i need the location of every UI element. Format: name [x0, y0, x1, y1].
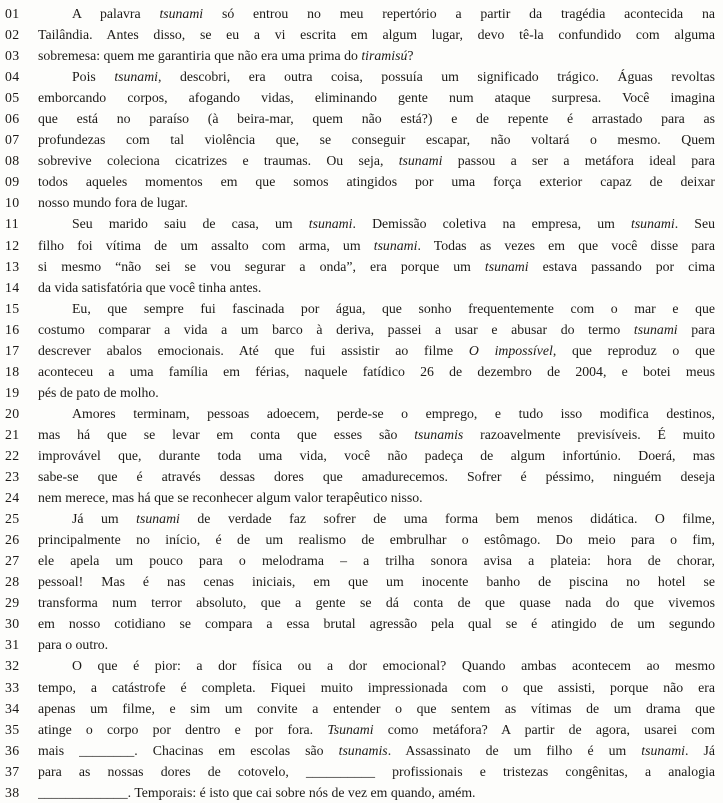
- line-number: 02: [5, 27, 20, 43]
- text-line: [0, 171, 723, 192]
- italic-term: tsunami: [308, 216, 353, 232]
- line-number: 38: [5, 784, 20, 800]
- text-line: [0, 782, 723, 803]
- text-segment: sobrevive coleciona cicatrizes e traumas. Ou seja,: [38, 153, 399, 169]
- line-number: 35: [5, 721, 20, 737]
- italic-term: Tsunami: [327, 721, 374, 737]
- text-line: [0, 66, 723, 87]
- text-segment: sabe-se que é através dessas dores que amadurecemos. Sofrer é péssimo, ninguém deseja: [38, 469, 715, 485]
- text-line: [0, 192, 723, 213]
- text-line: [0, 340, 723, 361]
- text-segment: para as nossas dores de cotovelo, __________ profissionais e tristezas congênitas, a analogia: [38, 763, 715, 779]
- line-number: 21: [5, 426, 20, 442]
- line-number: 32: [5, 658, 20, 674]
- text-segment: descrever abalos emocionais. Até que fui assistir ao filme: [38, 342, 469, 358]
- line-number: 28: [5, 574, 20, 590]
- text-segment: nem merece, mas há que se reconhecer algum valor terapêutico nisso.: [38, 490, 423, 506]
- text-segment: , que reproduz o que: [552, 342, 715, 358]
- line-text: [38, 761, 723, 782]
- line-text: [38, 213, 723, 234]
- line-text: [38, 592, 723, 613]
- text-segment: ?: [407, 48, 414, 64]
- line-number: 04: [5, 69, 20, 85]
- text-segment: que está no paraíso (à beira-mar, quem não está?) e de repente é arrastado para as: [38, 111, 715, 127]
- text-segment: O que é pior: a dor física ou a dor emocional? Quando ambas acontecem ao mesmo: [72, 658, 715, 674]
- line-text: [38, 87, 723, 108]
- line-number: 03: [5, 48, 20, 64]
- text-segment: Pois: [72, 69, 115, 85]
- text-line: [0, 487, 723, 508]
- line-number: 01: [5, 6, 20, 21]
- line-number: 17: [5, 342, 20, 358]
- line-text: [38, 403, 723, 424]
- text-line: [0, 740, 723, 761]
- text-segment: A palavra: [72, 6, 160, 21]
- italic-term: tsunami: [633, 321, 678, 337]
- line-text: [38, 508, 723, 529]
- line-number: 24: [5, 490, 20, 506]
- text-line: [0, 213, 723, 234]
- text-segment: . Assassinato de um filho é um: [387, 742, 642, 758]
- text-segment: Amores terminam, pessoas adoecem, perde-se o emprego, e tudo isso modifica destinos,: [72, 405, 715, 421]
- line-text: [38, 719, 723, 740]
- line-number: 36: [5, 742, 20, 758]
- line-number: 19: [5, 384, 20, 400]
- line-text: [38, 487, 723, 508]
- italic-term: tsunamis: [414, 426, 464, 442]
- text-segment: aconteceu a uma família em férias, naquele fatídico 26 de dezembro de 2004, e botei meus: [38, 363, 715, 379]
- text-line: [0, 571, 723, 592]
- line-text: [38, 340, 723, 361]
- text-line: [0, 529, 723, 550]
- text-segment: improvável que, durante toda uma vida, você não padeça de algum infortúnio. Doerá, mas: [38, 447, 715, 463]
- italic-term: tsunamis: [338, 742, 388, 758]
- text-segment: sobremesa: quem me garantiria que não era uma prima do: [38, 48, 362, 64]
- text-segment: nosso mundo fora de lugar.: [38, 195, 188, 211]
- text-line: [0, 592, 723, 613]
- text-line: [0, 150, 723, 171]
- line-number: 22: [5, 447, 20, 463]
- line-number: 06: [5, 111, 20, 127]
- text-line: [0, 87, 723, 108]
- text-line: [0, 655, 723, 676]
- italic-term: tsunami: [114, 69, 159, 85]
- line-number: 12: [5, 237, 20, 253]
- line-text: [38, 550, 723, 571]
- text-segment: apenas um filme, e sim um convite a entender o que sentem as vítimas de um drama que: [38, 700, 715, 716]
- line-text: [38, 150, 723, 171]
- line-text: [38, 529, 723, 550]
- line-number: 27: [5, 553, 20, 569]
- text-line: [0, 277, 723, 298]
- text-segment: mas há que se levar em conta que esses são: [38, 426, 415, 442]
- line-text: [38, 424, 723, 445]
- text-line: [0, 761, 723, 782]
- line-text: [38, 256, 723, 277]
- line-text: [38, 108, 723, 129]
- text-segment: Tailândia. Antes disso, se eu a vi escrita em algum lugar, devo tê-la confundido com alguma: [38, 27, 715, 43]
- italic-term: tsunami: [630, 216, 675, 232]
- text-segment: costumo comparar a vida a um barco à deriva, passei a usar e abusar do termo: [38, 321, 634, 337]
- text-segment: transforma num terror absoluto, que a gente se dá conta de que quase nada do que vivemos: [38, 595, 715, 611]
- text-segment: , descobri, era outra coisa, possuía um significado trágico. Águas revoltas: [158, 69, 715, 85]
- line-text: [38, 655, 723, 676]
- text-line: [0, 508, 723, 529]
- line-number: 15: [5, 300, 20, 316]
- text-line: [0, 361, 723, 382]
- line-text: [38, 677, 723, 698]
- text-segment: mais ________. Chacinas em escolas são: [38, 742, 339, 758]
- line-number: 18: [5, 363, 20, 379]
- text-passage: [0, 3, 723, 803]
- line-text: [38, 382, 723, 403]
- line-number: 08: [5, 153, 20, 169]
- line-number: 29: [5, 595, 20, 611]
- text-line: [0, 24, 723, 45]
- italic-term: tsunami: [398, 153, 443, 169]
- text-segment: si mesmo “não sei se vou segurar a onda”, era porque um: [38, 258, 485, 274]
- text-line: [0, 403, 723, 424]
- text-line: [0, 719, 723, 740]
- line-number: 11: [5, 216, 20, 232]
- line-number: 26: [5, 532, 20, 548]
- line-text: [38, 3, 723, 24]
- line-text: [38, 445, 723, 466]
- line-text: [38, 277, 723, 298]
- text-segment: principalmente no início, é de um realismo de embrulhar o estômago. Do meio para o fim,: [38, 532, 715, 548]
- line-number: 31: [5, 637, 20, 653]
- line-number: 34: [5, 700, 20, 716]
- line-text: [38, 466, 723, 487]
- text-line: [0, 424, 723, 445]
- text-segment: passou a ser a metáfora ideal para: [442, 153, 715, 169]
- text-segment: . Seu: [674, 216, 715, 232]
- text-line: [0, 677, 723, 698]
- text-segment: Já um: [72, 511, 137, 527]
- line-number: 16: [5, 321, 20, 337]
- text-line: [0, 698, 723, 719]
- line-number: 20: [5, 405, 20, 421]
- text-segment: pés de pato de molho.: [38, 384, 159, 400]
- line-number: 25: [5, 511, 20, 527]
- text-segment: emborcando corpos, afogando vidas, eliminando gente num ataque surpresa. Você imagina: [38, 90, 715, 106]
- line-text: [38, 613, 723, 634]
- text-line: [0, 466, 723, 487]
- text-line: [0, 319, 723, 340]
- line-text: [38, 45, 723, 66]
- text-segment: razoavelmente previsíveis. É muito: [463, 426, 715, 442]
- text-segment: Eu, que sempre fui fascinada por água, que sonho frequentemente com o mar e que: [72, 300, 715, 316]
- line-number: 37: [5, 763, 20, 779]
- line-text: [38, 192, 723, 213]
- line-text: [38, 66, 723, 87]
- line-text: [38, 571, 723, 592]
- text-line: [0, 298, 723, 319]
- text-segment: tempo, a catástrofe é completa. Fiquei muito impressionada com o que assisti, porque não era: [38, 679, 715, 695]
- text-segment: filho foi vítima de um assalto com arma, um: [38, 237, 374, 253]
- text-line: [0, 45, 723, 66]
- line-number: 14: [5, 279, 20, 295]
- text-line: [0, 235, 723, 256]
- text-segment: em nosso cotidiano se compara a essa brutal agressão pela qual se é atingido de um segundo: [38, 616, 715, 632]
- line-text: [38, 235, 723, 256]
- text-segment: profundezas com tal violência que, se conseguir escapar, não voltará o mesmo. Quem: [38, 132, 715, 148]
- line-text: [38, 634, 723, 655]
- text-segment: . Demissão coletiva na empresa, um: [352, 216, 631, 232]
- text-line: [0, 613, 723, 634]
- text-segment: . Todas as vezes em que você disse para: [417, 237, 715, 253]
- line-number: 10: [5, 195, 20, 211]
- italic-term: tsunami: [641, 742, 685, 758]
- text-segment: Seu marido saiu de casa, um: [72, 216, 309, 232]
- italic-term: tsunami: [159, 6, 204, 21]
- line-text: [38, 782, 723, 803]
- line-text: [38, 740, 723, 761]
- line-text: [38, 171, 723, 192]
- text-line: [0, 108, 723, 129]
- text-segment: todos aqueles momentos em que somos atingidos por uma força exterior capaz de deixar: [38, 174, 715, 190]
- line-number: 07: [5, 132, 20, 148]
- text-segment: só entrou no meu repertório a partir da tragédia acontecida na: [203, 6, 716, 21]
- text-line: [0, 550, 723, 571]
- line-text: [38, 24, 723, 45]
- text-segment: _____________. Temporais: é isto que cai sobre nós de vez em quando, amém.: [38, 784, 476, 800]
- italic-term: tsunami: [484, 258, 529, 274]
- line-number: 23: [5, 469, 20, 485]
- line-text: [38, 129, 723, 150]
- text-segment: ele apela um pouco para o melodrama – a trilha sonora avisa a plateia: hora de chorar,: [38, 553, 715, 569]
- line-text: [38, 698, 723, 719]
- text-segment: estava passando por cima: [528, 258, 715, 274]
- text-line: [0, 445, 723, 466]
- italic-term: tiramisú: [361, 48, 408, 64]
- line-number: 30: [5, 616, 20, 632]
- text-segment: para o outro.: [38, 637, 109, 653]
- text-line: [0, 382, 723, 403]
- text-segment: da vida satisfatória que você tinha antes.: [38, 279, 262, 295]
- line-number: 09: [5, 174, 20, 190]
- text-segment: para: [677, 321, 715, 337]
- italic-term: tsunami: [136, 511, 180, 527]
- line-number: 13: [5, 258, 20, 274]
- italic-term: tsunami: [373, 237, 418, 253]
- line-number: 33: [5, 679, 20, 695]
- line-text: [38, 319, 723, 340]
- text-segment: atinge o corpo por dentro e por fora.: [38, 721, 328, 737]
- text-segment: pessoal! Mas é nas cenas iniciais, em que um inocente banho de piscina no hotel se: [38, 574, 715, 590]
- line-number: 05: [5, 90, 20, 106]
- italic-term: O impossível: [468, 342, 553, 358]
- text-segment: como metáfora? A partir de agora, usarei com: [373, 721, 715, 737]
- text-line: [0, 129, 723, 150]
- text-line: [0, 256, 723, 277]
- text-segment: de verdade faz sofrer de uma forma bem menos didática. O filme,: [179, 511, 715, 527]
- line-text: [38, 361, 723, 382]
- line-text: [38, 298, 723, 319]
- text-line: [0, 634, 723, 655]
- text-line: [0, 3, 723, 24]
- text-segment: . Já: [685, 742, 715, 758]
